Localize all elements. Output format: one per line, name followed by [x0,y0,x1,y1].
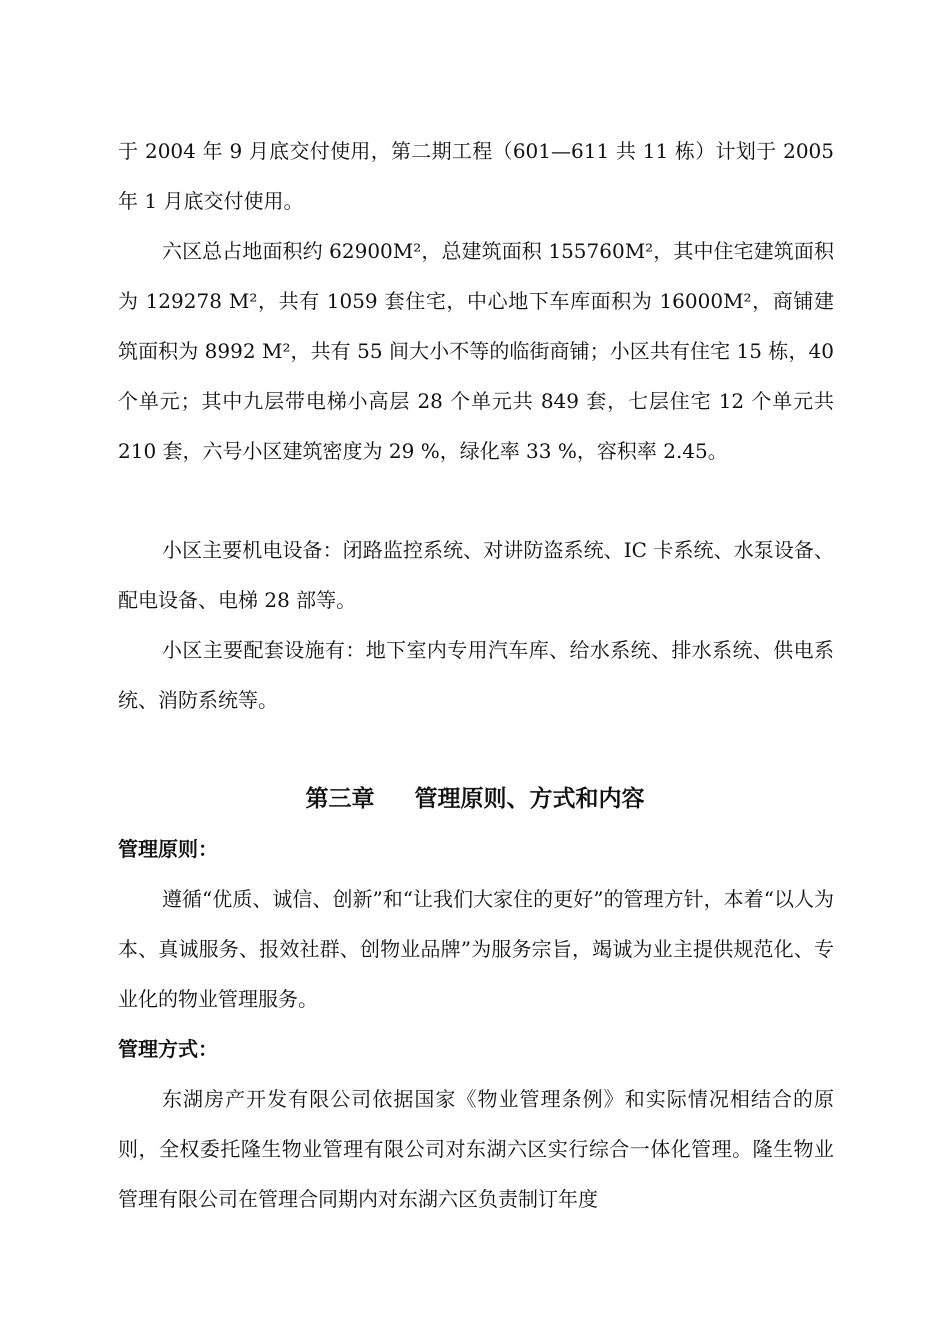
chapter-heading [0,778,950,820]
chapter-title: 管理原则、方式和内容 [414,786,645,812]
method-heading: 管理方式： [118,1037,218,1061]
paragraph-principle: 遵循“优质、诚信、创新”和“让我们大家住的更好”的管理方针，本着“以人为本、真诚服务、报效社群、创物业品牌”为服务宗旨，竭诚为业主提供规范化、专业化的物业管理服务。 [118,887,834,1011]
principle-heading: 管理原则： [118,837,218,861]
chapter-number: 第三章 [305,786,375,812]
paragraph-facilities: 小区主要配套设施有：地下室内专用汽车库、给水系统、排水系统、供电系统、消防系统等。 [118,638,834,712]
paragraph-area-statistics: 六区总占地面积约 62900M²，总建筑面积 155760M²，其中住宅建筑面积为 129278 M²，共有 1059 套住宅，中心地下车库面积为 16000M²，商铺建筑面积为 8992 M²，共有 55 间大小不等的临街商铺；小区共有住宅 15 栋，40 个单元；其中九层带电梯小高层 28 个单元共 849 套，七层住宅 12 个单元共 210 套，六号小区建筑密度为 29 %，绿化率 33 %，容积率 2.45。 [118,239,834,463]
paragraph-equipment: 小区主要机电设备：闭路监控系统、对讲防盗系统、IC 卡系统、水泵设备、配电设备、电梯 28 部等。 [118,538,834,612]
paragraph-method: 东湖房产开发有限公司依据国家《物业管理条例》和实际情况相结合的原则，全权委托隆生物业管理有限公司对东湖六区实行综合一体化管理。隆生物业管理有限公司在管理合同期内对东湖六区负责制订年度 [118,1087,834,1211]
paragraph-delivery-schedule: 于 2004 年 9 月底交付使用，第二期工程（601—611 共 11 栋）计划于 2005 年 1 月底交付使用。 [118,139,834,213]
